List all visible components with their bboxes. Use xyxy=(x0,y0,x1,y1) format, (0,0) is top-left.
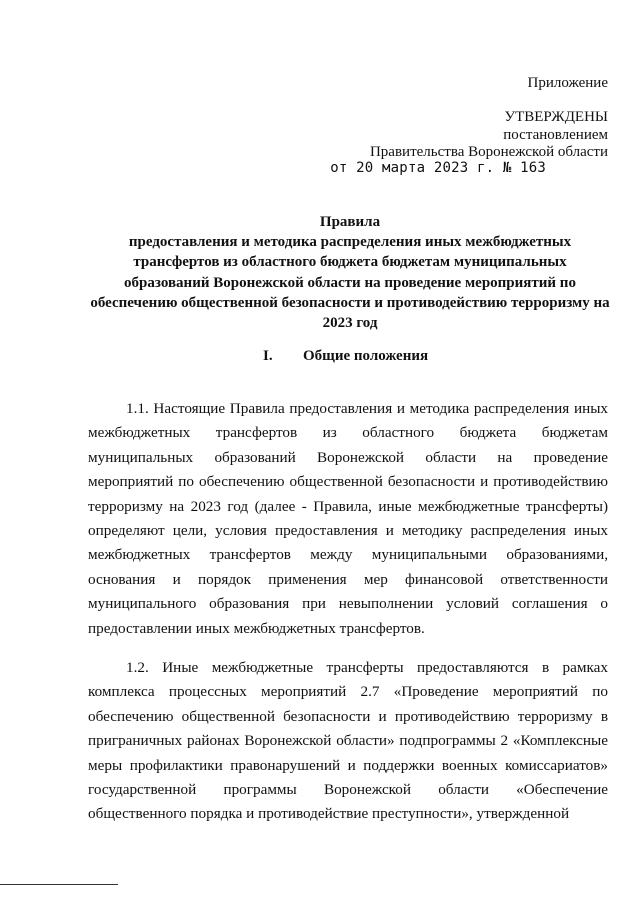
title-heading: Правила xyxy=(319,214,381,230)
title-subtitle: предоставления и методика распределения иных межбюджетных трансфертов из областного бюджета бюджетам муниципальных образований Воронежской области на проведение мероприятий по обеспечению общественной безопасности и противодействию терроризму на 2023 год xyxy=(90,234,610,332)
document-title xyxy=(90,212,610,333)
date-number-stamp: от 20 марта 2023 г. № 163 xyxy=(330,160,546,176)
section-number: I. xyxy=(263,348,273,364)
paragraph-text: 1.1. Настоящие Правила предоставления и методика распределения иных межбюджетных трансфертов из областного бюджета бюджетам муниципальных образований Воронежской области на проведение мероприятий по обеспечению общественной безопасности и противодействию терроризму на 2023 год (далее - Правила, иные межбюджетные трансферты) определяют цели, условия предоставления и методику распределения иных межбюджетных трансфертов между муниципальными образованиями, основания и порядок применения мер финансовой ответственности муниципального образования при невыполнении условий соглашения о предоставлении иных межбюджетных трансфертов. xyxy=(88,400,608,637)
section-title: Общие положения xyxy=(303,348,429,364)
paragraph-1-1 xyxy=(88,397,608,641)
footnote-divider xyxy=(0,884,118,885)
government-label: Правительства Воронежской области xyxy=(369,144,608,160)
paragraph-text: 1.2. Иные межбюджетные трансферты предоставляются в рамках комплекса процессных мероприятий 2.7 «Проведение мероприятий по обеспечению общественной безопасности и противодействию терроризму в приграничных районах Воронежской области» подпрограммы 2 «Комплексные меры профилактики правонарушений и поддержки военных комиссариатов» государственной программы Воронежской области «Обеспечение общественного порядка и противодействие преступности», утвержденной xyxy=(88,659,608,823)
resolution-label: постановлением xyxy=(503,127,608,143)
approved-label: УТВЕРЖДЕНЫ xyxy=(504,109,608,125)
appendix-label: Приложение xyxy=(527,75,608,91)
paragraph-1-2 xyxy=(88,656,608,827)
